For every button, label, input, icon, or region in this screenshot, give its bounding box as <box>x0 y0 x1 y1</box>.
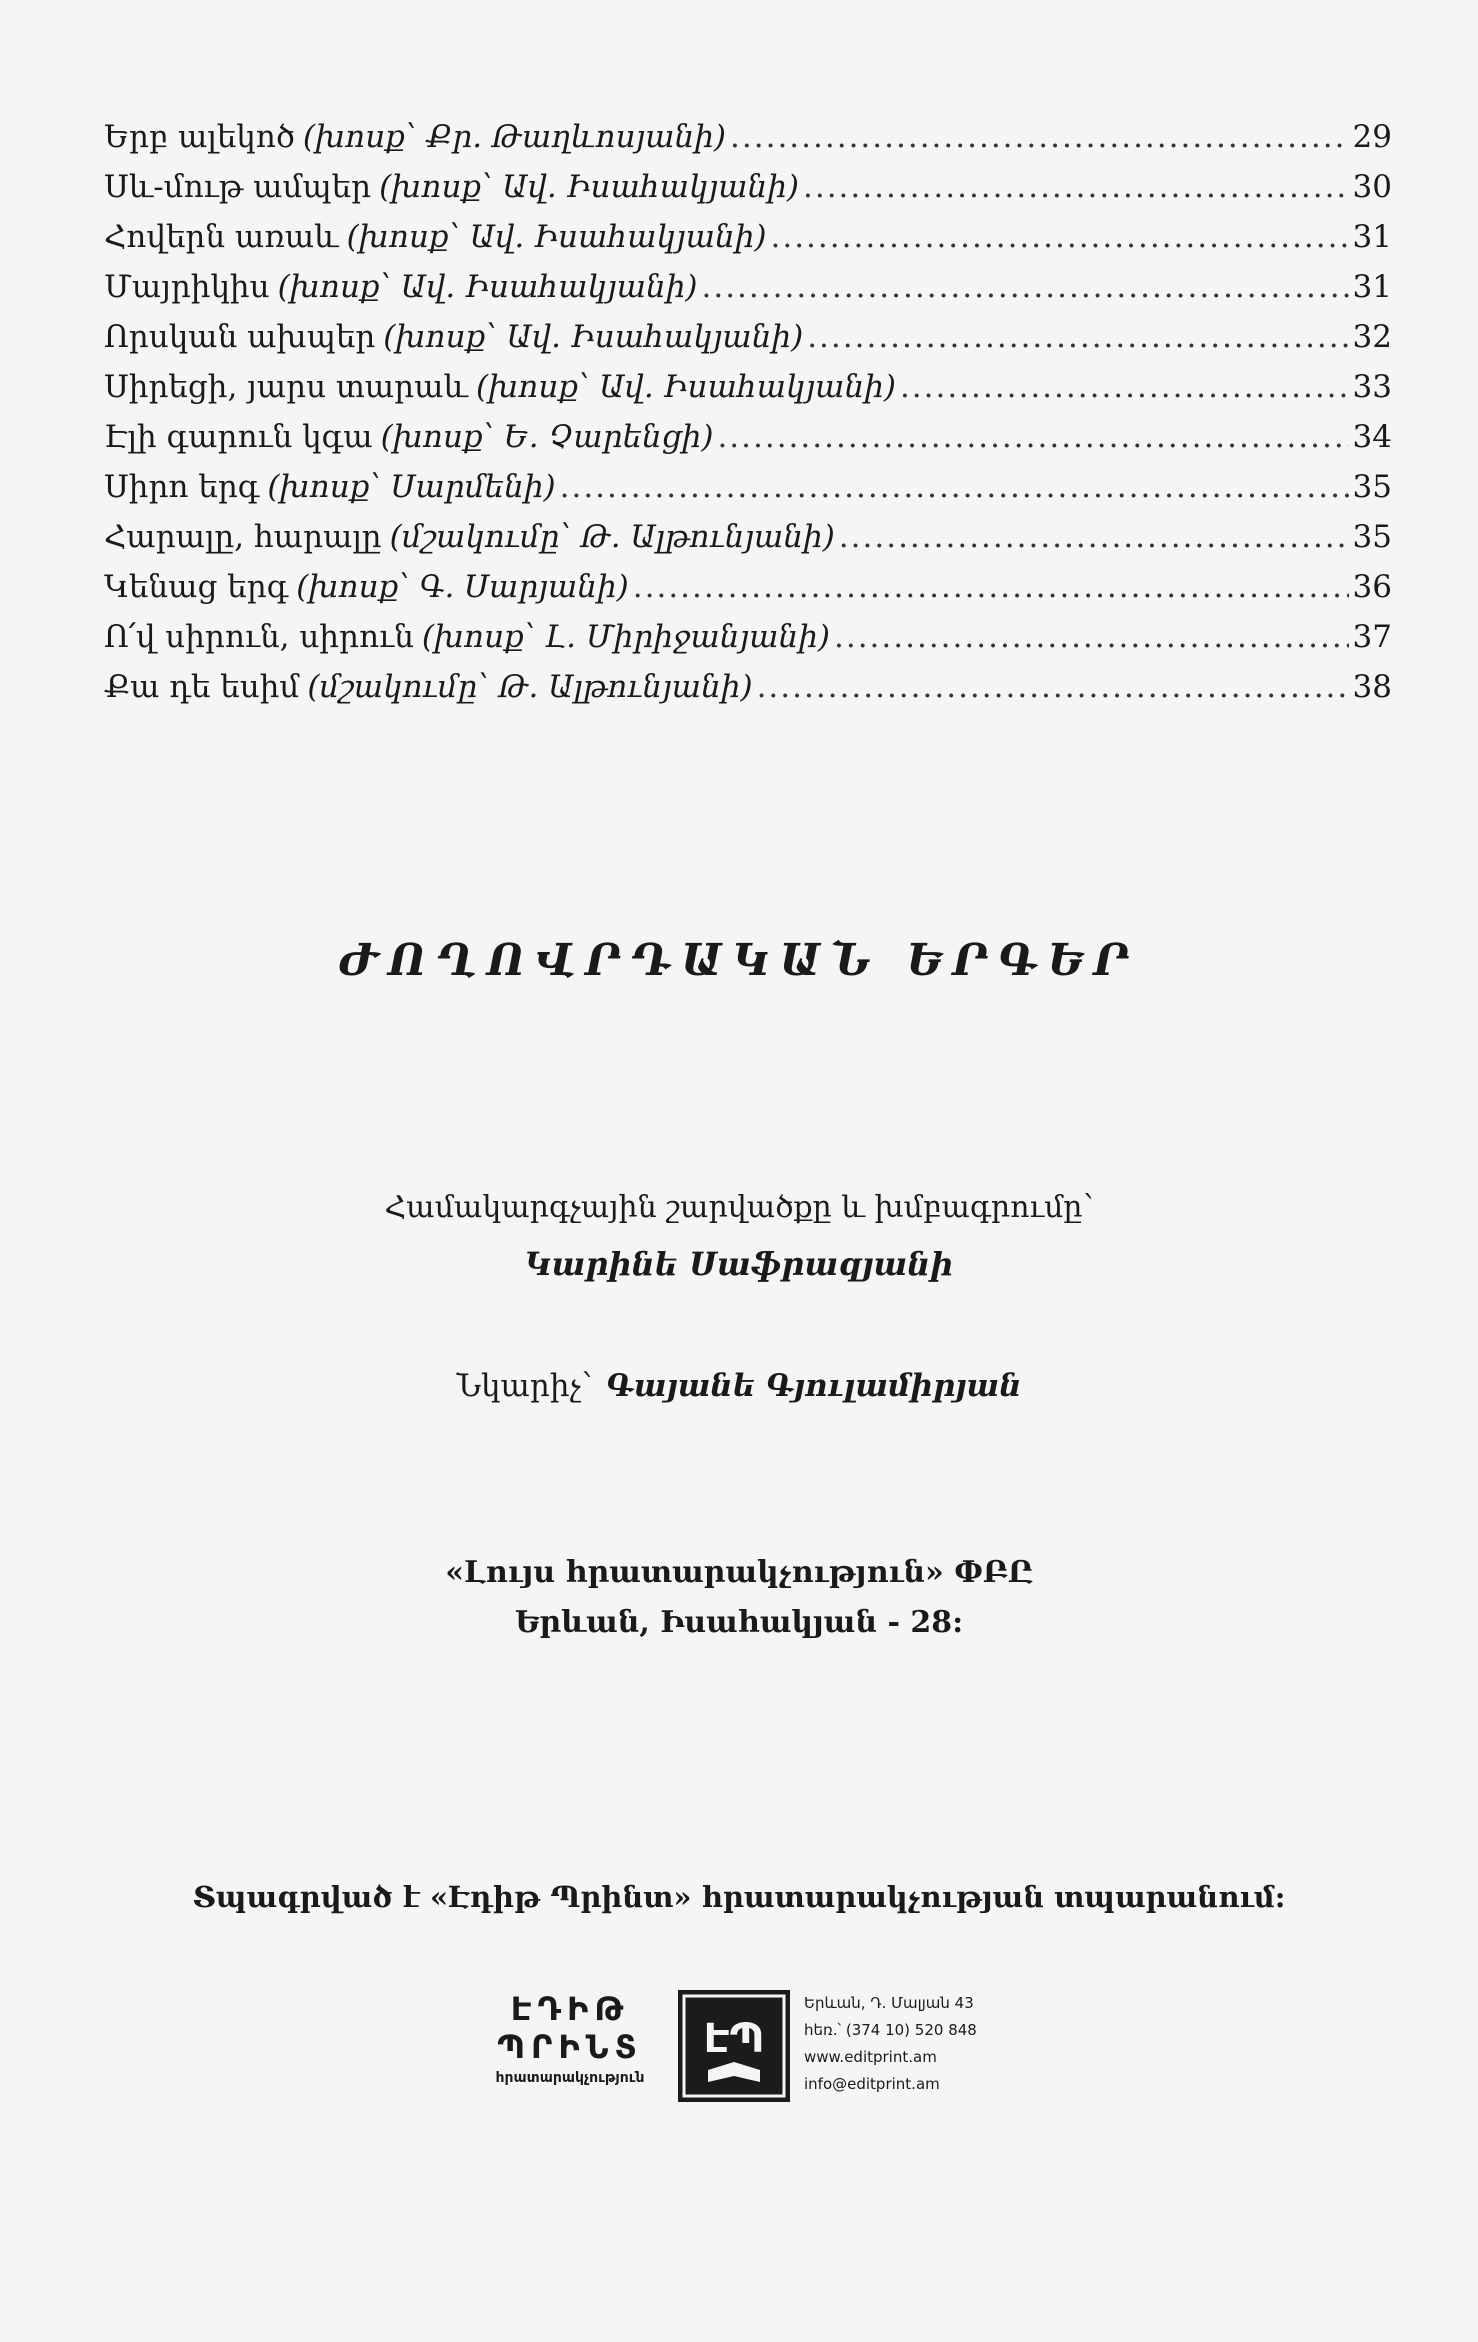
artist-label: Նկարիչ՝ <box>456 1368 593 1404</box>
artist-name: Գայանե Գյուլամիրյան <box>606 1368 1022 1404</box>
toc-page-number: 36 <box>1352 569 1392 605</box>
toc-row <box>104 612 1392 662</box>
toc-page-number: 35 <box>1352 469 1392 505</box>
artist-line <box>0 1368 1478 1404</box>
publisher-name: «Լույս հրատարակչություն» ՓԲԸ <box>445 1555 1033 1590</box>
toc-row <box>104 662 1392 712</box>
toc-page-number: 29 <box>1352 119 1392 155</box>
toc-song-title: Որսկան ախպեր <box>104 319 376 355</box>
logo-name <box>470 1990 670 2066</box>
toc-song-credit: (խոսք՝ Լ. Միրիջանյանի) <box>421 619 830 655</box>
toc-song-credit: (խոսք՝ Ավ. Իսահակյանի) <box>379 169 799 205</box>
toc-page-number: 38 <box>1352 669 1392 705</box>
logo-name-line2: ՊՐԻՆՏ <box>497 2028 643 2066</box>
contact-phone: հեռ.՝ (374 10) 520 848 <box>804 2021 977 2039</box>
printed-note: Տպագրված է «Էդիթ Պրինտ» հրատարակչության տպարանում: <box>192 1880 1286 1914</box>
toc-leader-dots <box>717 412 1348 462</box>
contact-address: Երևան, Դ. Մալյան 43 <box>804 1994 974 2012</box>
contact-email: info@editprint.am <box>804 2075 940 2093</box>
toc-page-number: 32 <box>1352 319 1392 355</box>
toc-song-title: Կենաց երգ <box>104 569 289 605</box>
toc-row <box>104 312 1392 362</box>
toc-song-title: Սև-մութ ամպեր <box>104 169 372 205</box>
toc-row <box>104 412 1392 462</box>
toc-song-title: Հարալը, հարալը <box>104 519 382 555</box>
section-title: ԺՈՂՈՎՐԴԱԿԱՆ ԵՐԳԵՐ <box>338 935 1140 986</box>
toc-song-credit: (խոսք՝ Ավ. Իսահակյանի) <box>476 369 896 405</box>
toc-song-credit: (խոսք՝ Ավ. Իսահակյանի) <box>383 319 804 355</box>
compiler-label: Համակարգչային շարվածքը և խմբագրումը՝ <box>384 1190 1094 1225</box>
toc-row <box>104 362 1392 412</box>
toc-leader-dots <box>803 162 1349 212</box>
logo-mark-letters: ԷՊ <box>703 2016 765 2062</box>
toc-row <box>104 462 1392 512</box>
toc-page-number: 33 <box>1352 369 1392 405</box>
logo-mark-icon <box>678 1990 790 2102</box>
printer-logo-block <box>470 1990 1030 2110</box>
toc-row <box>104 162 1392 212</box>
toc-row <box>104 112 1392 162</box>
toc-song-title: Հովերն առաև <box>104 219 339 255</box>
toc-song-title: Սիրո երգ <box>104 469 260 505</box>
toc-leader-dots <box>757 662 1349 712</box>
toc-page-number: 31 <box>1352 269 1392 305</box>
toc-song-title: Քա դե եսիմ <box>104 669 300 705</box>
toc-row <box>104 562 1392 612</box>
toc-song-credit: (խոսք՝ Գ. Սարյանի) <box>296 569 629 605</box>
toc-leader-dots <box>702 262 1349 312</box>
printer-contacts <box>804 1990 1034 2098</box>
toc-row <box>104 262 1392 312</box>
toc-page-number: 37 <box>1352 619 1392 655</box>
toc-row <box>104 212 1392 262</box>
toc-leader-dots <box>834 612 1349 662</box>
toc-song-credit: (մշակումը՝ Թ. Ալթունյանի) <box>307 669 753 705</box>
book-emblem-icon <box>678 1990 790 2102</box>
toc-leader-dots <box>730 112 1349 162</box>
toc-song-credit: (մշակումը՝ Թ. Ալթունյանի) <box>389 519 835 555</box>
toc-song-credit: (խոսք՝ Ե. Չարենցի) <box>380 419 714 455</box>
toc-leader-dots <box>839 512 1349 562</box>
toc-page-number: 34 <box>1352 419 1392 455</box>
toc-leader-dots <box>771 212 1349 262</box>
toc-page-number: 35 <box>1352 519 1392 555</box>
toc-row <box>104 512 1392 562</box>
toc-song-title: Ո՛վ սիրուն, սիրուն <box>104 619 414 655</box>
toc-leader-dots <box>807 312 1348 362</box>
table-of-contents <box>104 112 1392 712</box>
toc-song-credit: (խոսք՝ Սարմենի) <box>267 469 556 505</box>
toc-leader-dots <box>633 562 1349 612</box>
toc-page-number: 31 <box>1352 219 1392 255</box>
toc-song-title: Սիրեցի, յարս տարաև <box>104 369 469 405</box>
logo-subtitle: հրատարակչություն <box>495 2070 645 2086</box>
toc-song-title: Մայրիկիս <box>104 269 270 305</box>
compiler-name: Կարինե Սաֆրազյանի <box>524 1245 954 1283</box>
logo-name-line1: ԷԴԻԹ <box>510 1990 630 2028</box>
toc-song-title: Երբ ալեկոծ <box>104 119 295 155</box>
toc-page-number: 30 <box>1352 169 1392 205</box>
toc-song-title: Էլի գարուն կգա <box>104 419 373 455</box>
publisher-address: Երևան, Իսահակյան - 28: <box>514 1605 964 1640</box>
toc-song-credit: (խոսք՝ Ավ. Իսահակյանի) <box>277 269 698 305</box>
toc-leader-dots <box>560 462 1349 512</box>
toc-song-credit: (խոսք՝ Քր. Թաղևոսյանի) <box>302 119 727 155</box>
toc-leader-dots <box>900 362 1349 412</box>
contact-website: www.editprint.am <box>804 2048 937 2066</box>
toc-song-credit: (խոսք՝ Ավ. Իսահակյանի) <box>346 219 767 255</box>
